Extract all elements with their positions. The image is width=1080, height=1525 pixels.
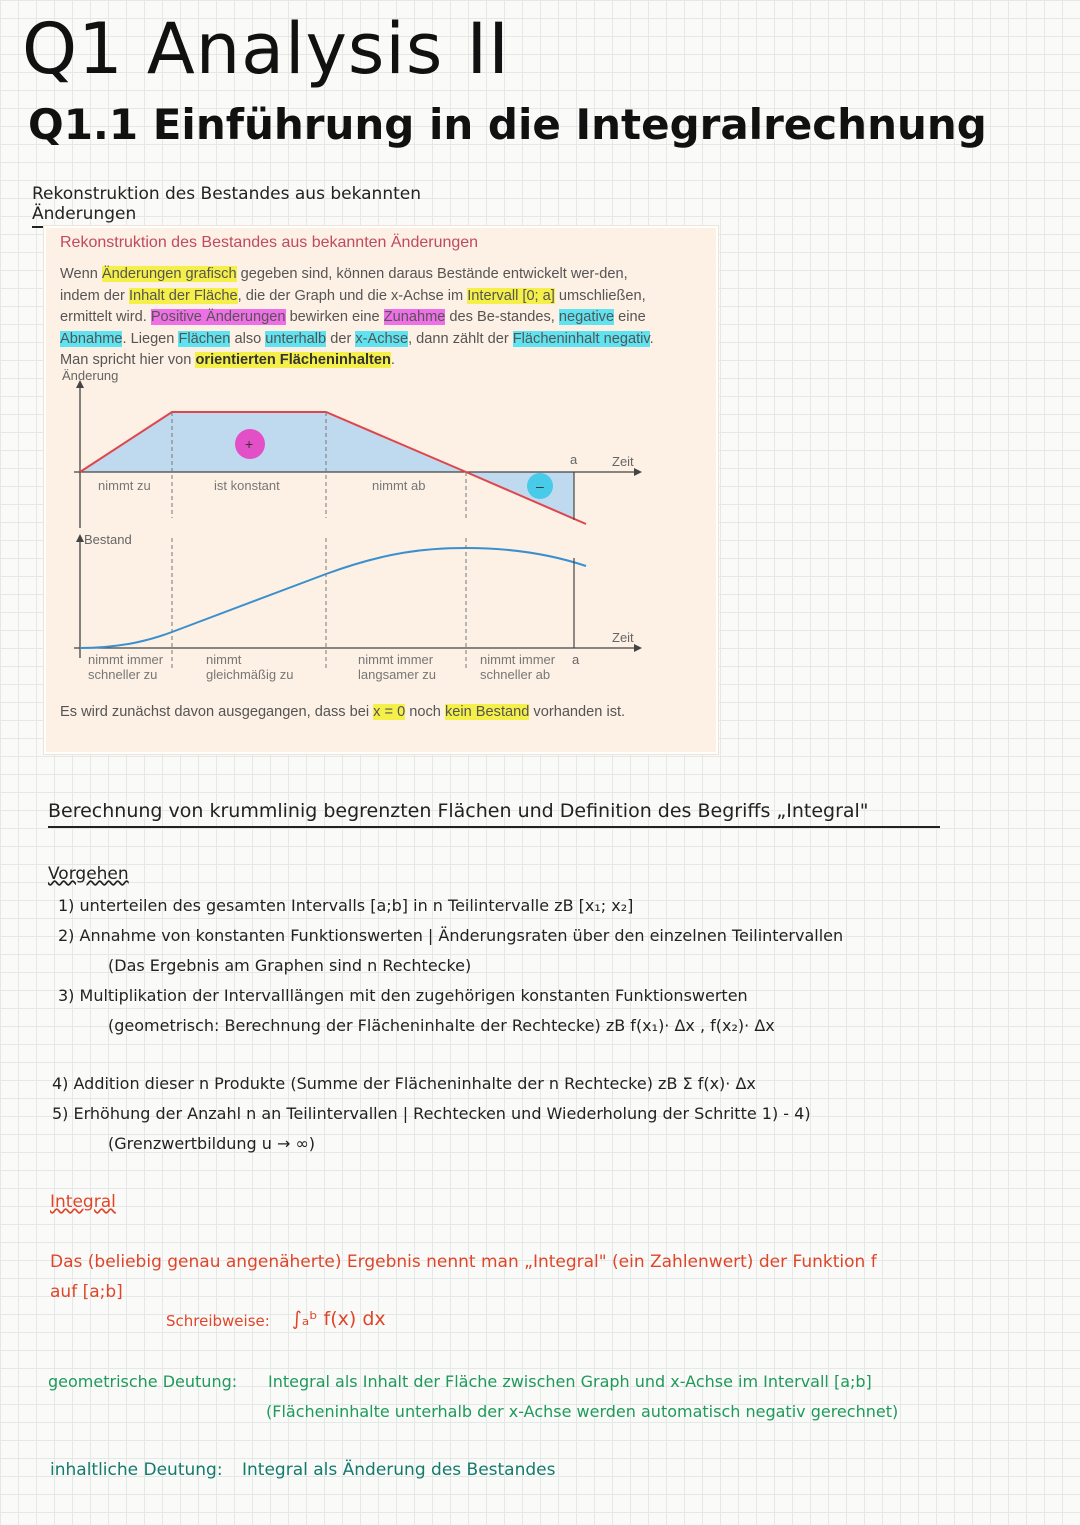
text-part: gegeben sind, können daraus Bestände entwickelt wer-den, indem der xyxy=(60,266,628,304)
text-part: , die der Graph und die x-Achse im xyxy=(237,287,468,304)
highlight-yellow: x = 0 xyxy=(373,704,406,720)
highlight-yellow: Inhalt der Fläche xyxy=(128,287,238,304)
phase-label: ist konstant xyxy=(214,478,280,493)
highlight-pink: Zunahme xyxy=(383,309,446,325)
axis-label-time: Zeit xyxy=(612,630,634,645)
phase-label: nimmt immer xyxy=(88,652,164,667)
integral-definition-cont: auf [a;b] xyxy=(50,1282,123,1302)
text-part: . Liegen xyxy=(122,330,179,347)
text-part: des Be-standes, xyxy=(445,309,559,325)
step-1: 1) unterteilen des gesamten Intervalls [a;b] in n Teilintervalle zB [x₁; x₂] xyxy=(58,896,634,915)
phase-label: gleichmäßig zu xyxy=(206,667,294,682)
a-label: a xyxy=(572,652,580,667)
phase-label: nimmt ab xyxy=(372,478,426,493)
highlight-cyan: unterhalb xyxy=(265,330,327,347)
text-part: Wenn xyxy=(60,266,102,282)
stock-graph xyxy=(80,548,586,648)
arrow-icon xyxy=(634,644,642,652)
content-meaning: Integral als Änderung des Bestandes xyxy=(242,1460,556,1480)
axis-label-time: Zeit xyxy=(612,454,634,469)
geometric-meaning-note: (Flächeninhalte unterhalb der x-Achse werden automatisch negativ gerechnet) xyxy=(266,1402,899,1421)
phase-label: langsamer zu xyxy=(358,667,437,682)
highlight-yellow: Änderungen grafisch xyxy=(101,266,237,282)
highlight-cyan: Flächen xyxy=(178,330,231,347)
page-subtitle: Q1.1 Einführung in die Integralrechnung xyxy=(28,100,987,149)
text-part: also xyxy=(230,330,266,347)
phase-label: nimmt immer xyxy=(480,652,556,667)
minus-sign: – xyxy=(536,478,544,494)
phase-label: schneller zu xyxy=(88,667,158,682)
step-2-note: (Das Ergebnis am Graphen sind n Rechtecke) xyxy=(108,956,472,975)
highlight-cyan: x-Achse xyxy=(355,330,409,347)
step-5-note: (Grenzwertbildung u → ∞) xyxy=(108,1134,316,1153)
arrow-icon xyxy=(76,534,84,542)
axis-label-change: Änderung xyxy=(62,368,119,383)
text-part: vorhanden ist. xyxy=(529,704,626,720)
highlight-yellow: Intervall [0; a] xyxy=(467,287,555,304)
highlight-yellow: kein Bestand xyxy=(444,704,530,720)
highlight-bold: orientierten Flächeninhalten xyxy=(195,352,391,368)
axis-label-stock: Bestand xyxy=(84,532,132,547)
text-part: . xyxy=(390,352,395,368)
phase-label: schneller ab xyxy=(480,667,551,682)
step-3-note: (geometrisch: Berechnung der Flächeninhalte der Rechtecke) zB f(x₁)· Δx , f(x₂)· Δx xyxy=(108,1016,775,1035)
text-part: noch xyxy=(405,704,445,720)
text-part: bewirken eine xyxy=(285,309,384,325)
phase-label: nimmt immer xyxy=(358,652,434,667)
geometric-meaning: Integral als Inhalt der Fläche zwischen Graph und x-Achse im Intervall [a;b] xyxy=(268,1372,872,1391)
highlight-cyan: negative xyxy=(558,309,615,325)
text-part: eine xyxy=(614,309,646,325)
text-part: , dann zählt der xyxy=(408,330,513,347)
card-footnote xyxy=(60,702,660,723)
text-part: . Man spricht hier von xyxy=(60,330,654,368)
page-title: Q1 Analysis II xyxy=(22,8,510,90)
positive-area xyxy=(80,412,574,520)
step-5: 5) Erhöhung der Anzahl n an Teilintervallen | Rechtecken und Wiederholung der Schritte 1) - 4) xyxy=(52,1104,811,1123)
highlight-cyan: Abnahme xyxy=(60,330,123,347)
card-title: Rekonstruktion des Bestandes aus bekannten Änderungen xyxy=(60,234,479,251)
step-2: 2) Annahme von konstanten Funktionswerten | Änderungsraten über den einzelnen Teilintervallen xyxy=(58,926,844,945)
highlight-pink: Positive Änderungen xyxy=(150,309,286,325)
section2-heading: Berechnung von krummlinig begrenzten Flächen und Definition des Begriffs „Integral" xyxy=(48,800,940,828)
plus-sign: + xyxy=(245,436,254,452)
phase-label: nimmt xyxy=(206,652,242,667)
text-part: Es wird zunächst davon ausgegangen, dass bei xyxy=(60,704,374,720)
section1-heading: Rekonstruktion des Bestandes aus bekannten Änderungen xyxy=(32,184,530,228)
content-label: inhaltliche Deutung: xyxy=(50,1460,223,1480)
phase-label: nimmt zu xyxy=(98,478,151,493)
geometric-label: geometrische Deutung: xyxy=(48,1372,238,1391)
textbook-excerpt-card xyxy=(44,226,718,754)
change-and-stock-diagram xyxy=(46,368,716,698)
arrow-icon xyxy=(634,468,642,476)
step-4: 4) Addition dieser n Produkte (Summe der Flächeninhalte der n Rechtecke) zB Σ f(x)· Δx xyxy=(52,1074,756,1093)
integral-notation: ∫ₐᵇ f(x) dx xyxy=(292,1308,386,1330)
notation-label: Schreibweise: xyxy=(166,1312,270,1330)
integral-title: Integral xyxy=(50,1192,116,1212)
highlight-cyan: Flächeninhalt negativ xyxy=(512,330,650,347)
a-label: a xyxy=(570,452,578,467)
text-part: der xyxy=(326,330,356,347)
integral-definition: Das (beliebig genau angenäherte) Ergebnis nennt man „Integral" (ein Zahlenwert) der Funktion f xyxy=(50,1252,877,1272)
text-part: umschließen, ermittelt wird. xyxy=(60,287,646,325)
card-paragraph xyxy=(60,264,660,372)
procedure-title: Vorgehen xyxy=(48,864,129,884)
step-3: 3) Multiplikation der Intervalllängen mit den zugehörigen konstanten Funktionswerten xyxy=(58,986,748,1005)
